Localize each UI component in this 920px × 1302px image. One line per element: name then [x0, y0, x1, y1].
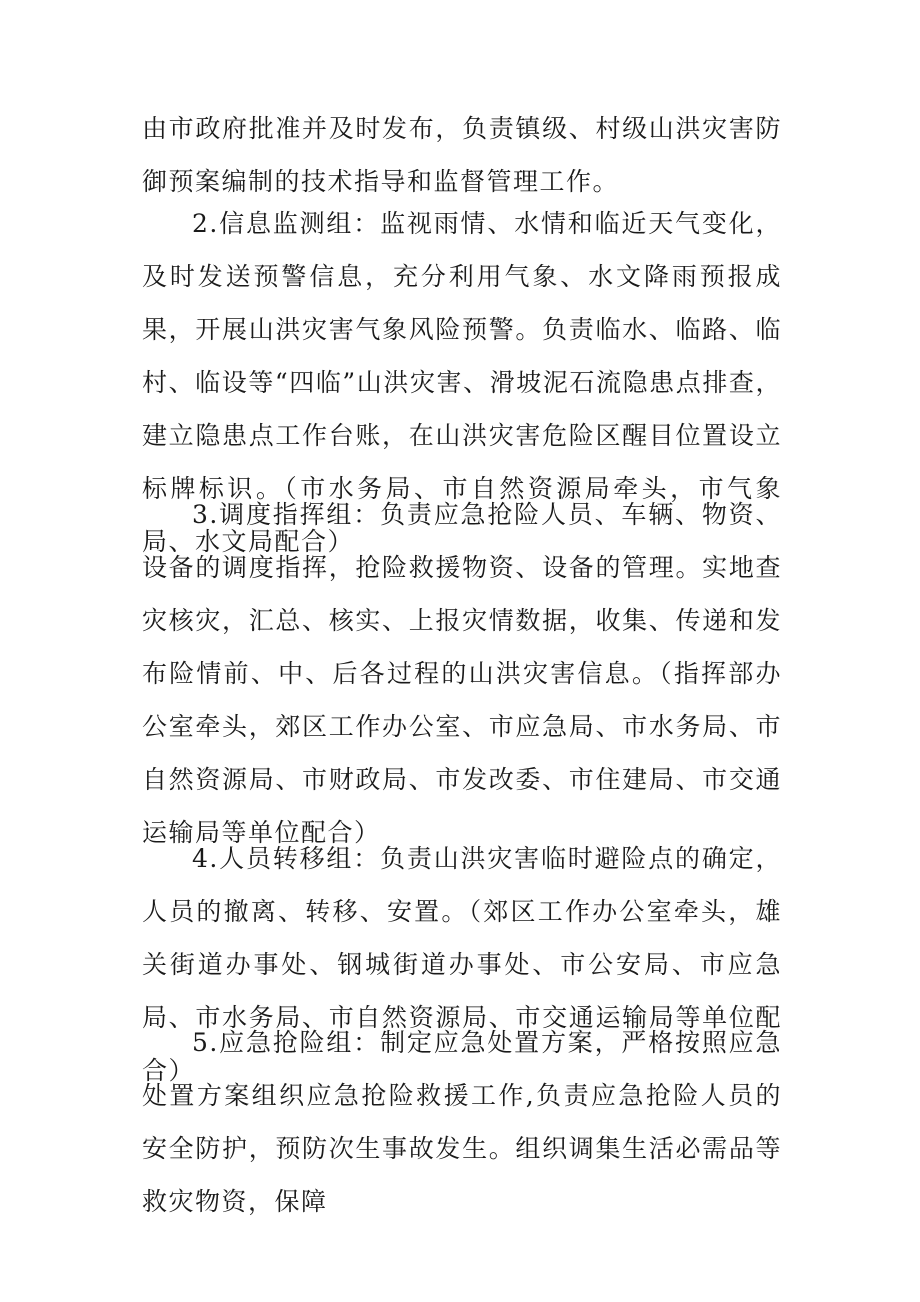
paragraph-emergency-rescue-group: 5.应急抢险组：制定应急处置方案，严格按照应急处置方案组织应急抢险救援工作,负责应急抢险人员的安全防护，预防次生事故发生。组织调集生活必需品等救灾物资，保障: [142, 1028, 782, 1216]
paragraph-info-monitoring-group: 2.信息监测组：监视雨情、水情和临近天气变化，及时发送预警信息，充分利用气象、水文降雨预报成果，开展山洪灾害气象风险预警。负责临水、临路、临村、临设等“四临”山洪灾害、滑坡泥石流隐患点排查，建立隐患点工作台账，在山洪灾害危险区醒目位置设立标牌标识。（市水务局、市自然资源局牵头，市气象局、水文局配合）: [142, 209, 782, 556]
paragraph-dispatch-command-group: 3.调度指挥组：负责应急抢险人员、车辆、物资、设备的调度指挥，抢险救援物资、设备的管理。实地查灾核灾，汇总、核实、上报灾情数据，收集、传递和发布险情前、中、后各过程的山洪灾害信息。（指挥部办公室牵头，郊区工作办公室、市应急局、市水务局、市自然资源局、市财政局、市发改委、市住建局、市交通运输局等单位配合）: [142, 500, 782, 847]
paragraph-continuation: 由市政府批准并及时发布，负责镇级、村级山洪灾害防御预案编制的技术指导和监督管理工作。: [142, 114, 782, 196]
paragraph-personnel-transfer-group: 4.人员转移组：负责山洪灾害临时避险点的确定，人员的撤离、转移、安置。（郊区工作办公室牵头，雄关街道办事处、钢城街道办事处、市公安局、市应急局、市水务局、市自然资源局、市交通运输局等单位配合）: [142, 844, 782, 1085]
